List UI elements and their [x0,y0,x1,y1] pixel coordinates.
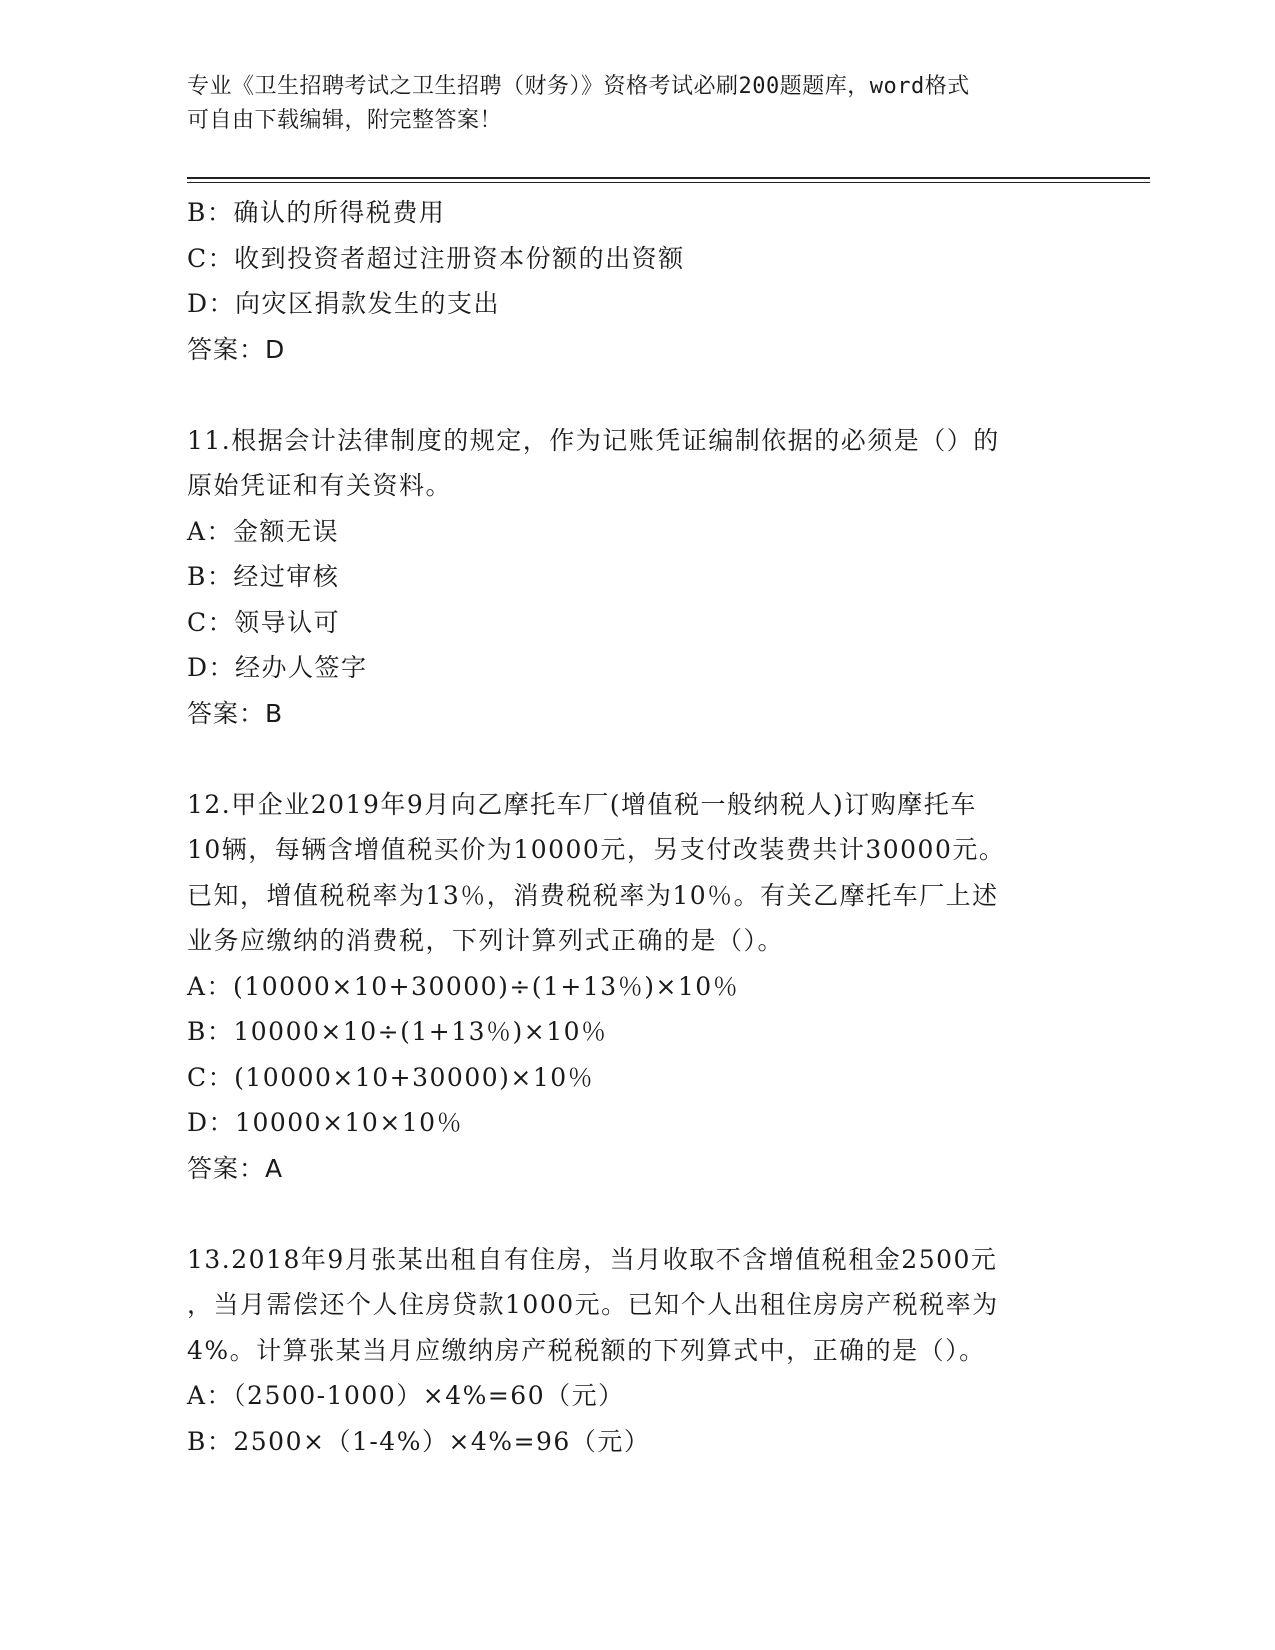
spacer [187,736,1087,782]
text-line: A：(10000×10+30000)÷(1+13％)×10％ [187,971,740,1001]
text-line: A：（2500-1000）×4%=60（元） [187,1381,625,1410]
spacer [187,1191,1087,1237]
answer-line: 答案：B [187,698,284,728]
text-line: D：经办人签字 [187,653,368,682]
answer-line: 答案：D [187,334,286,364]
spacer [187,372,1087,418]
text-line: B：10000×10÷(1+13％)×10％ [187,1017,608,1046]
text-line: A：金额无误 [187,516,340,546]
text-line: 13.2018年9月张某出租自有住房，当月收取不含增值税租金2500元 [187,1244,998,1274]
answer-line: 答案：A [187,1153,284,1183]
question-content [187,190,1087,1464]
text-line: 12.甲企业2019年9月向乙摩托车厂(增值税一般纳税人)订购摩托车 [187,789,977,819]
text-line: D：10000×10×10％ [187,1108,464,1137]
text-line: C：领导认可 [187,607,341,637]
text-line: B：经过审核 [187,562,340,591]
header-line: 可自由下载编辑，附完整答案！ [187,108,503,133]
header-line: 专业《卫生招聘考试之卫生招聘（财务）》资格考试必刷200题题库，word格式 [187,74,970,99]
text-line: B：2500×（1-4%）×4%=96（元） [187,1426,651,1456]
header-divider [187,177,1150,179]
header-divider-thin [187,182,1150,183]
document-header [187,70,1087,138]
text-line: 11.根据会计法律制度的规定，作为记账凭证编制依据的必须是（）的 [187,425,1000,455]
text-line: 已知，增值税税率为13％，消费税税率为10％。有关乙摩托车厂上述 [187,880,999,910]
text-line: 业务应缴纳的消费税，下列计算列式正确的是（）。 [187,926,785,955]
text-line: 10辆，每辆含增值税买价为10000元，另支付改装费共计30000元。 [187,835,1006,864]
text-line: C：收到投资者超过注册资本份额的出资额 [187,243,685,273]
text-line: B：确认的所得税费用 [187,198,446,227]
text-line: ，当月需偿还个人住房贷款1000元。已知个人出租住房房产税税率为 [187,1290,999,1319]
text-line: C：(10000×10+30000)×10％ [187,1062,595,1092]
text-line: 原始凭证和有关资料。 [187,471,453,500]
text-line: 4%。计算张某当月应缴纳房产税税额的下列算式中，正确的是（）。 [187,1335,986,1365]
text-line: D：向灾区捐款发生的支出 [187,289,501,318]
